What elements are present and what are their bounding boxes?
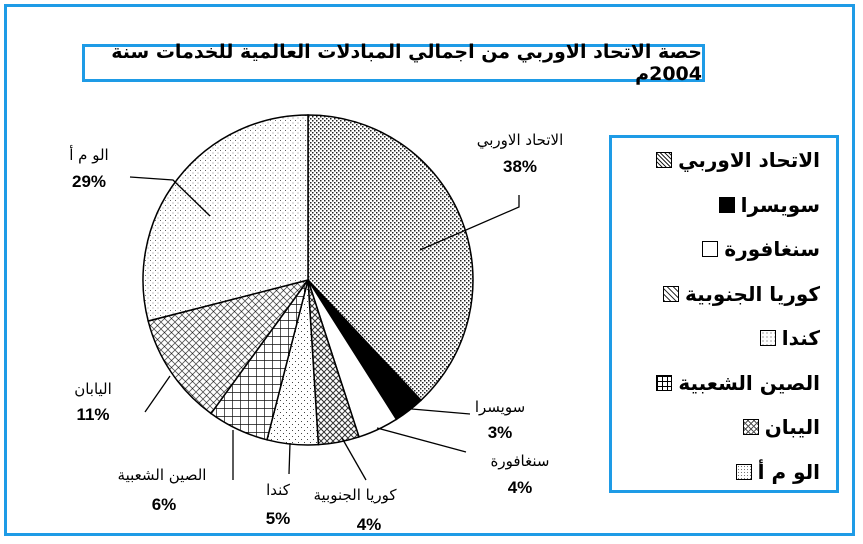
legend-label: الصين الشعبية <box>678 370 820 395</box>
slice-label: كندا <box>266 481 290 499</box>
legend-item <box>743 415 820 439</box>
legend-item <box>736 460 820 484</box>
legend-item <box>760 326 820 350</box>
legend-item <box>663 282 820 306</box>
leader-line <box>400 408 470 414</box>
slice-value-label: 4% <box>356 515 382 534</box>
legend-swatch <box>663 286 679 302</box>
legend-label: الو م أ <box>757 459 820 484</box>
slice-label: سنغافورة <box>490 452 550 470</box>
leader-line <box>145 376 170 412</box>
legend-label: كوريا الجنوبية <box>685 281 820 306</box>
slice-value-label: 3% <box>487 423 513 442</box>
legend <box>609 135 839 493</box>
slice-label: الاتحاد الاوربي <box>476 131 564 149</box>
legend-item <box>719 193 820 217</box>
slice-label: سويسرا <box>474 398 526 416</box>
slice-value-label: 4% <box>507 478 533 497</box>
legend-swatch <box>702 241 718 257</box>
leader-line <box>342 438 366 480</box>
slice-value-label: 6% <box>151 495 177 514</box>
legend-swatch <box>743 419 759 435</box>
legend-label: سنغافورة <box>724 237 820 261</box>
chart-title-box <box>82 41 705 85</box>
leader-line <box>377 428 466 452</box>
legend-label: كندا <box>781 326 820 350</box>
legend-label: سويسرا <box>740 192 820 217</box>
legend-swatch <box>656 375 672 391</box>
slice-value-label: 5% <box>265 509 291 528</box>
legend-item <box>702 237 820 261</box>
slice-value-label: 29% <box>71 172 107 191</box>
chart-title: حصة الاتحاد الاوربي من اجمالي المبادلات العالمية للخدمات سنة 2004م <box>111 41 702 85</box>
slice-label: الو م أ <box>69 146 109 164</box>
slice-value-label: 38% <box>502 157 538 176</box>
slice-value-label: 11% <box>76 405 110 424</box>
legend-item <box>656 148 820 172</box>
slice-label: كوريا الجنوبية <box>313 486 397 504</box>
legend-item <box>656 371 820 395</box>
slice-label: اليابان <box>74 380 112 398</box>
legend-swatch <box>760 330 776 346</box>
legend-swatch <box>719 197 735 213</box>
legend-swatch <box>656 152 672 168</box>
legend-label: اليبان <box>764 415 820 439</box>
legend-label: الاتحاد الاوربي <box>678 148 820 172</box>
slice-label: الصين الشعبية <box>117 466 207 484</box>
legend-swatch <box>736 464 752 480</box>
leader-line <box>289 443 290 474</box>
